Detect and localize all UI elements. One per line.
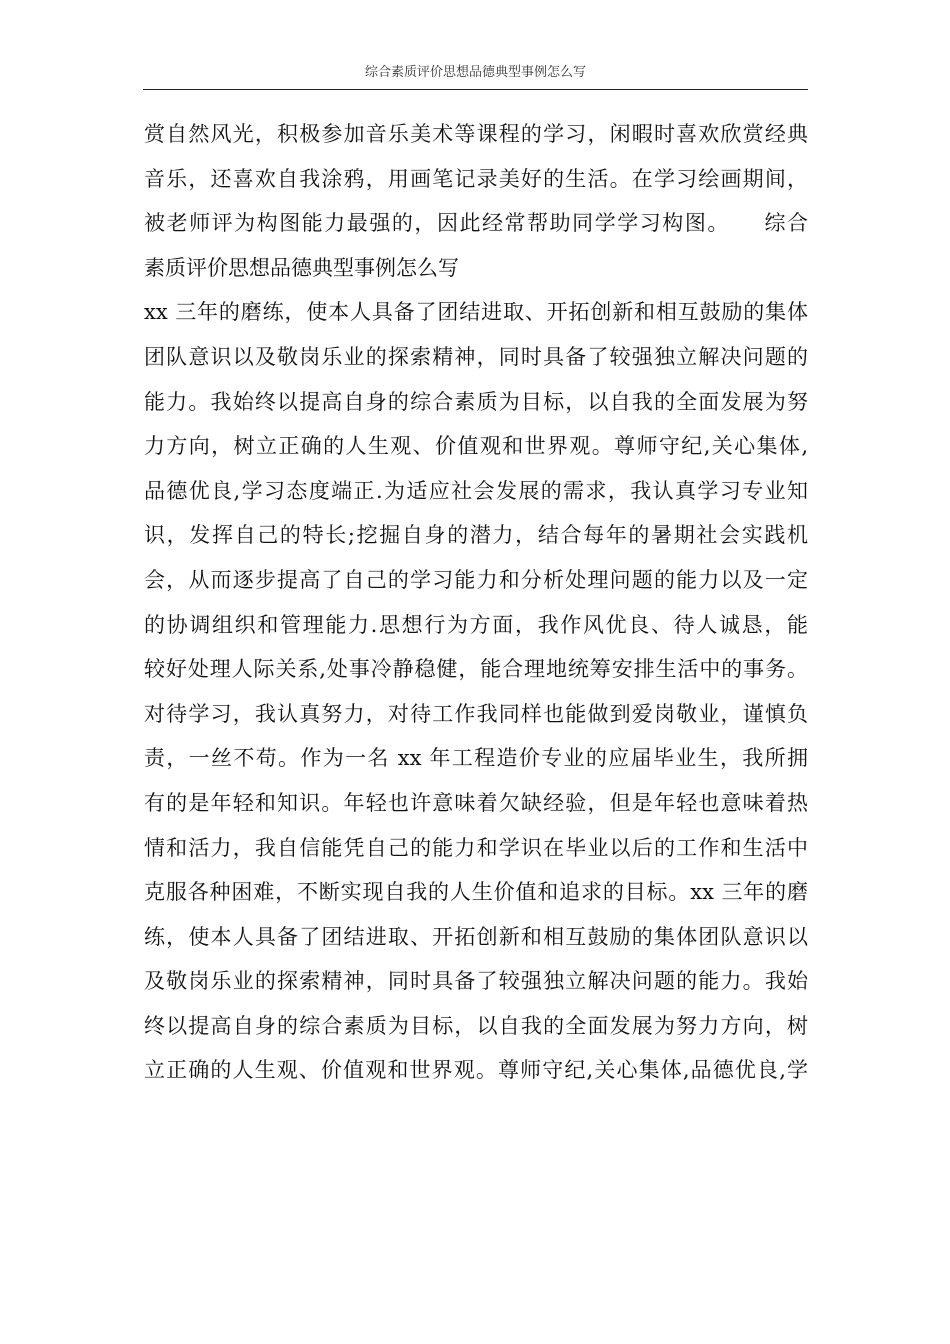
- text-line: 克服各种困难，不断实现自我的人生价值和追求的目标。xx 三年的磨: [144, 880, 808, 905]
- text-line: 会，从而逐步提高了自己的学习能力和分析处理问题的能力以及一定: [144, 567, 808, 592]
- text-line: 对待学习，我认真努力，对待工作我同样也能做到爱岗敬业，谨慎负: [144, 701, 808, 726]
- text-line: 情和活力，我自信能凭自己的能力和学识在毕业以后的工作和生活中: [144, 835, 808, 860]
- text-line: xx 三年的磨练，使本人具备了团结进取、开拓创新和相互鼓励的集体: [144, 300, 808, 325]
- header-title: 综合素质评价思想品德典型事例怎么写: [364, 65, 586, 80]
- text-line: 被老师评为构图能力最强的，因此经常帮助同学学习构图。 综合: [144, 211, 808, 236]
- text-line: 识，发挥自己的特长;挖掘自身的潜力，结合每年的暑期社会实践机: [144, 523, 808, 548]
- text-line: 较好处理人际关系,处事冷静稳健，能合理地统筹安排生活中的事务。: [144, 657, 808, 682]
- text-line: 品德优良,学习态度端正.为适应社会发展的需求，我认真学习专业知: [144, 478, 808, 503]
- text-line: 终以提高自身的综合素质为目标，以自我的全面发展为努力方向，树: [144, 1013, 808, 1038]
- text-line: 力方向，树立正确的人生观、价值观和世界观。尊师守纪,关心集体,: [144, 434, 808, 459]
- text-line: 及敬岗乐业的探索精神，同时具备了较强独立解决问题的能力。我始: [144, 969, 808, 994]
- page-header: [143, 62, 808, 90]
- text-line: 团队意识以及敬岗乐业的探索精神，同时具备了较强独立解决问题的: [144, 344, 808, 369]
- text-line: 的协调组织和管理能力.思想行为方面，我作风优良、待人诚恳，能: [144, 612, 808, 637]
- text-line: 能力。我始终以提高自身的综合素质为目标，以自我的全面发展为努: [144, 389, 808, 414]
- text-line: 练，使本人具备了团结进取、开拓创新和相互鼓励的集体团队意识以: [144, 924, 808, 949]
- text-line: 素质评价思想品德典型事例怎么写: [144, 255, 459, 280]
- text-line: 音乐，还喜欢自我涂鸦，用画笔记录美好的生活。在学习绘画期间，: [144, 166, 808, 191]
- document-body: [144, 112, 808, 1093]
- text-line: 赏自然风光，积极参加音乐美术等课程的学习，闲暇时喜欢欣赏经典: [144, 122, 808, 146]
- text-line: 立正确的人生观、价值观和世界观。尊师守纪,关心集体,品德优良,学: [144, 1058, 808, 1083]
- text-line: 有的是年轻和知识。年轻也许意味着欠缺经验，但是年轻也意味着热: [144, 790, 808, 815]
- text-line: 责，一丝不苟。作为一名 xx 年工程造价专业的应届毕业生，我所拥: [144, 746, 808, 771]
